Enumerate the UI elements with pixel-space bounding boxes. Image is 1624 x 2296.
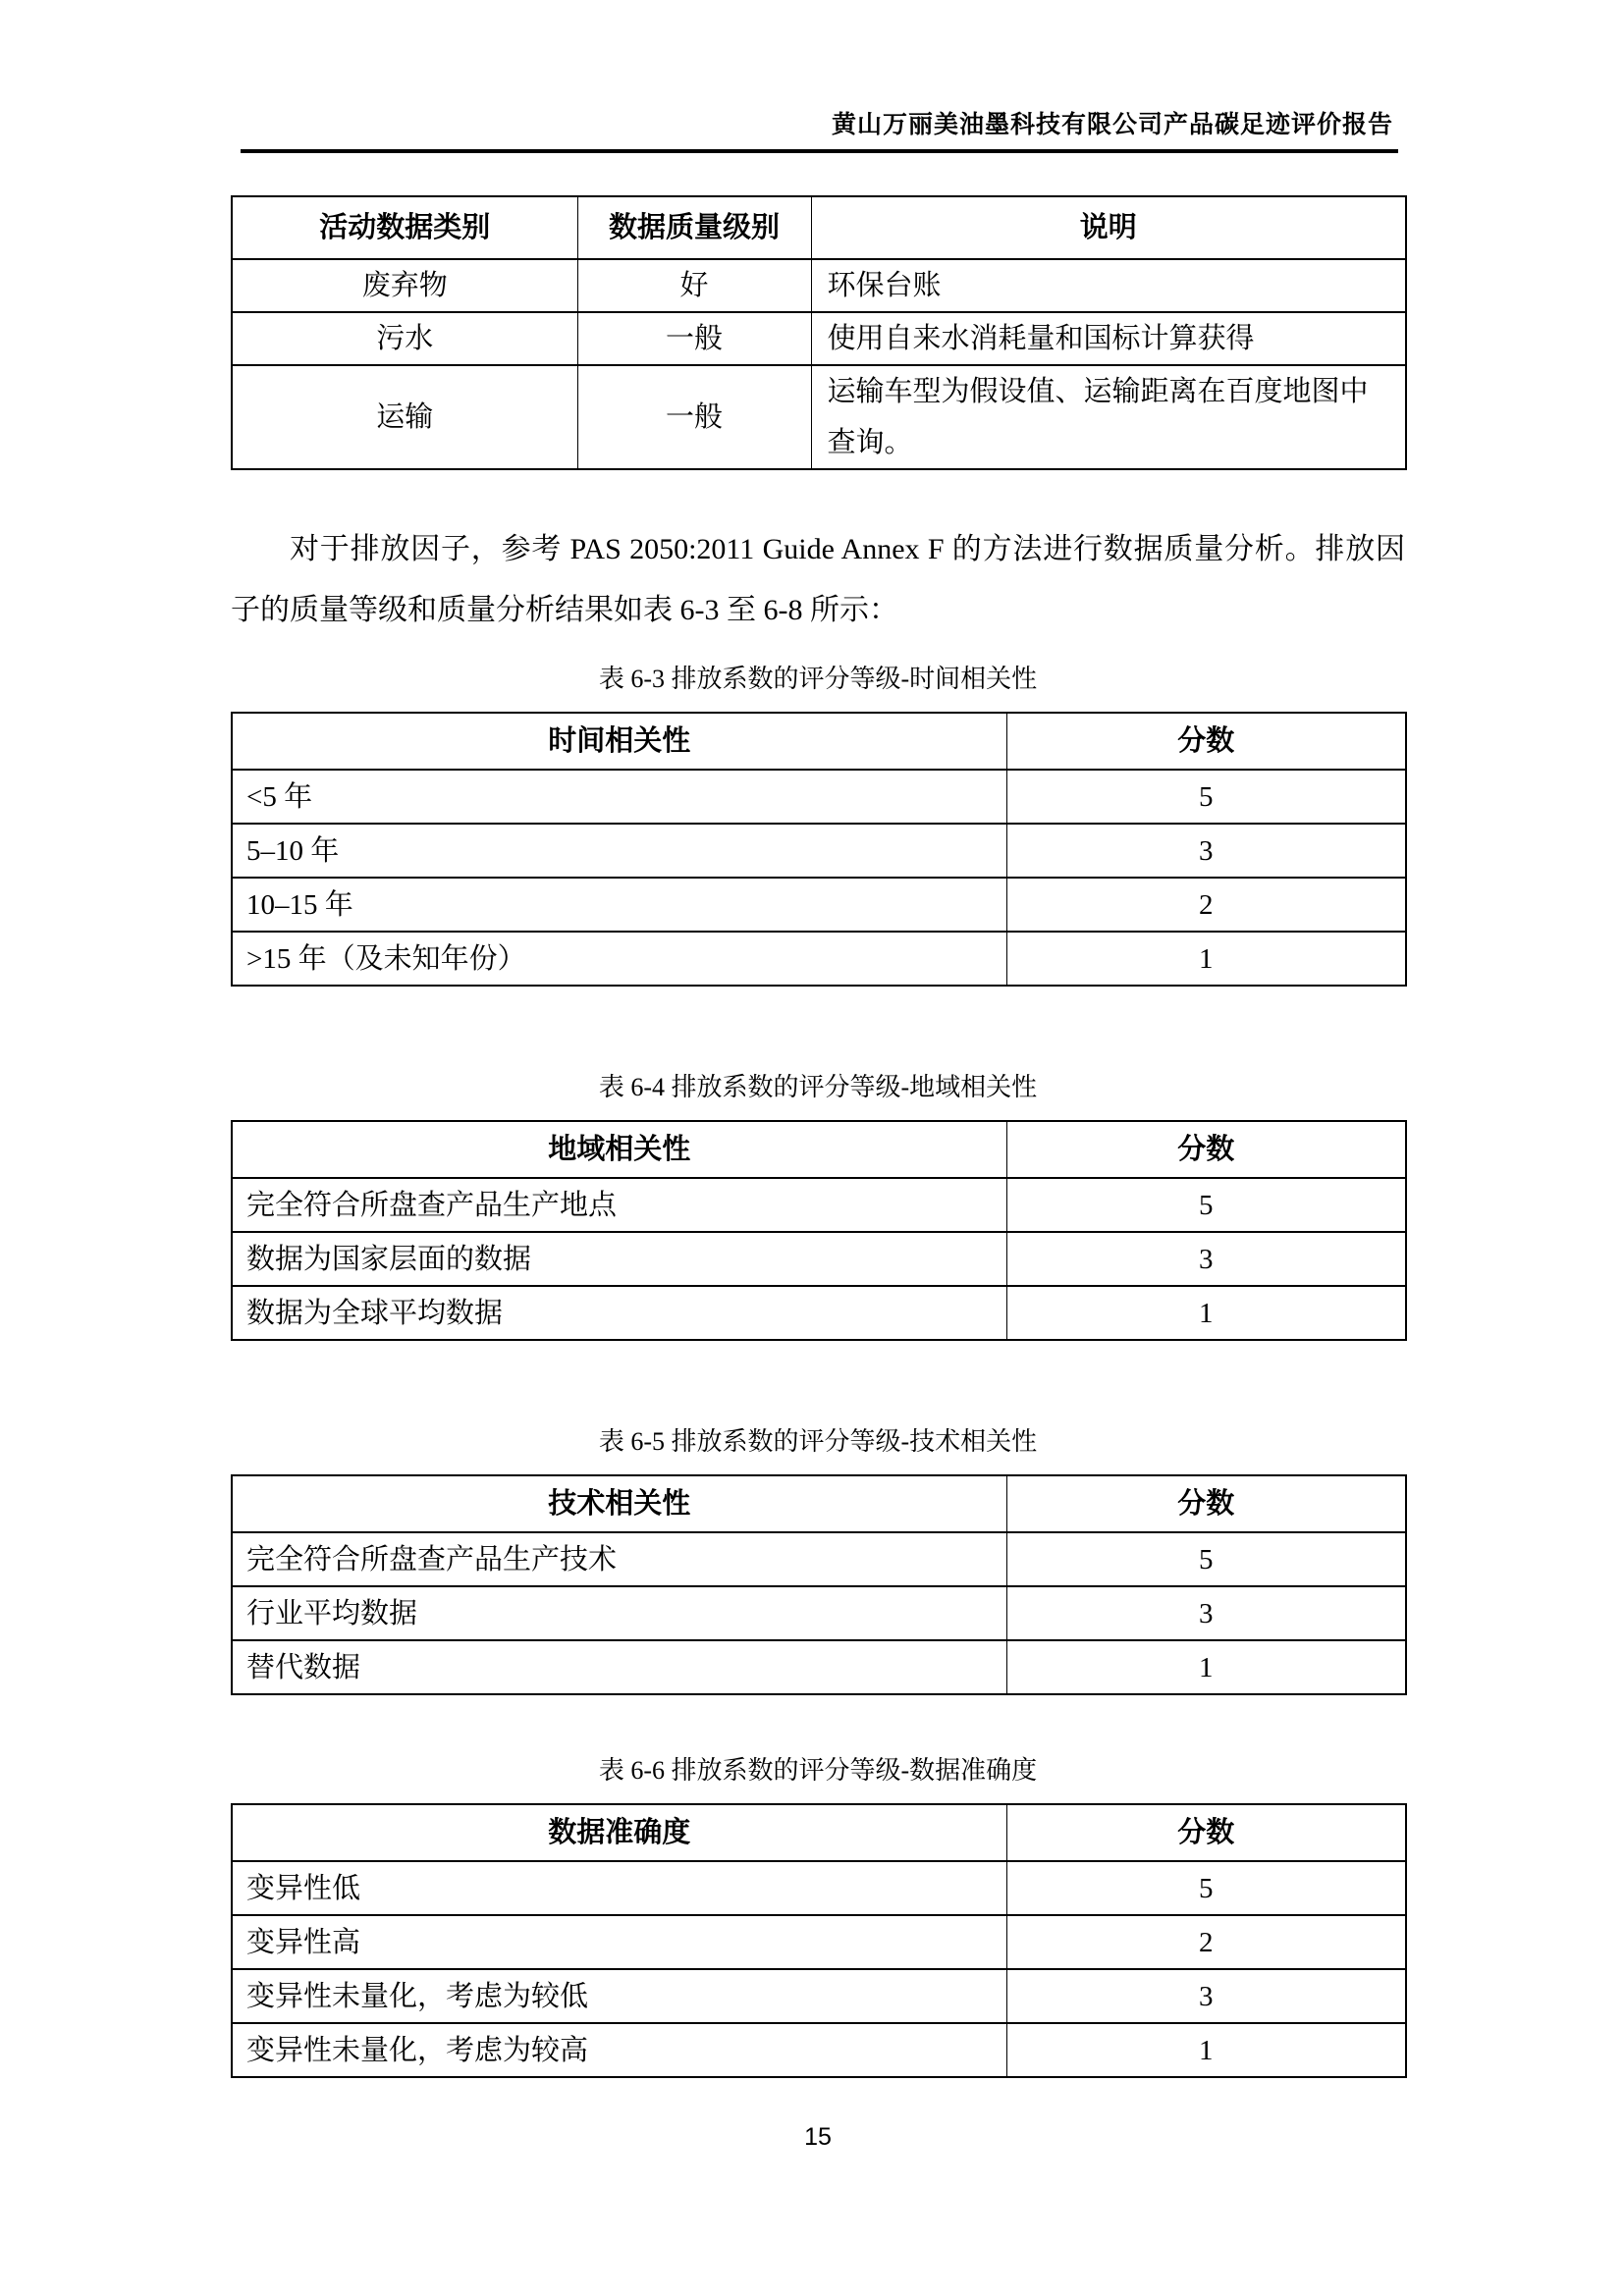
table-row [232,1915,1406,1969]
header-cell-score: 分数 [1006,1121,1406,1178]
score-table-data-accuracy [231,1803,1407,2078]
cell-note: 运输车型为假设值、运输距离在百度地图中查询。 [811,365,1406,469]
cell-score: 1 [1006,932,1406,986]
header-cell-score: 分数 [1006,1804,1406,1861]
table-row [232,1178,1406,1232]
cell-score: 5 [1006,770,1406,824]
cell-criterion: 5–10 年 [232,824,1006,878]
activity-data-quality-table [231,195,1407,470]
header-cell-criterion: 技术相关性 [232,1475,1006,1532]
header-cell-criterion: 地域相关性 [232,1121,1006,1178]
table-row [232,365,1406,469]
cell-criterion: 数据为国家层面的数据 [232,1232,1006,1286]
table-caption-6-5: 表 6-5 排放系数的评分等级-技术相关性 [598,1427,1038,1456]
cell-criterion: 完全符合所盘查产品生产技术 [232,1532,1006,1586]
cell-criterion: 替代数据 [232,1640,1006,1694]
table-caption-6-4: 表 6-4 排放系数的评分等级-地域相关性 [598,1073,1038,1101]
cell-category: 污水 [232,312,577,365]
cell-note: 使用自来水消耗量和国标计算获得 [811,312,1406,365]
table-row [232,1640,1406,1694]
table-row [232,878,1406,932]
cell-score: 5 [1006,1178,1406,1232]
table-row [232,312,1406,365]
cell-criterion: 变异性未量化，考虑为较低 [232,1969,1006,2023]
cell-criterion: 完全符合所盘查产品生产地点 [232,1178,1006,1232]
page-number: 15 [804,2123,832,2151]
page-content [231,0,1405,2152]
header-cell-note: 说明 [811,196,1406,259]
cell-score: 5 [1006,1532,1406,1586]
table-row [232,1586,1406,1640]
cell-criterion: 10–15 年 [232,878,1006,932]
cell-criterion: 变异性未量化，考虑为较高 [232,2023,1006,2077]
cell-category: 废弃物 [232,259,577,312]
cell-score: 3 [1006,824,1406,878]
header-cell-criterion: 时间相关性 [232,713,1006,770]
header-divider [241,149,1398,153]
cell-score: 2 [1006,1915,1406,1969]
header-cell-criterion: 数据准确度 [232,1804,1006,1861]
cell-level: 一般 [577,365,811,469]
table-caption-6-3: 表 6-3 排放系数的评分等级-时间相关性 [598,665,1038,693]
table-row [232,1232,1406,1286]
cell-score: 3 [1006,1969,1406,2023]
score-table-time-relevance [231,712,1407,987]
header-cell-score: 分数 [1006,713,1406,770]
page-header [231,0,1405,153]
cell-note: 环保台账 [811,259,1406,312]
cell-score: 1 [1006,2023,1406,2077]
score-table-technology-relevance [231,1474,1407,1695]
score-table-geographic-relevance [231,1120,1407,1341]
cell-criterion: 变异性低 [232,1861,1006,1915]
cell-score: 5 [1006,1861,1406,1915]
cell-category: 运输 [232,365,577,469]
table-header-row [232,1475,1406,1532]
table-header-row [232,713,1406,770]
body-paragraph: 对于排放因子，参考 PAS 2050:2011 Guide Annex F 的方法进行数据质量分析。排放因子的质量等级和质量分析结果如表 6-3 至 6-8 所示： [231,533,1405,626]
cell-score: 3 [1006,1586,1406,1640]
table-row [232,1969,1406,2023]
table-header-row [232,196,1406,259]
table-row [232,770,1406,824]
table-row [232,2023,1406,2077]
table-header-row [232,1121,1406,1178]
cell-criterion: 行业平均数据 [232,1586,1006,1640]
cell-score: 2 [1006,878,1406,932]
table-caption-6-6: 表 6-6 排放系数的评分等级-数据准确度 [598,1756,1038,1785]
table-row [232,932,1406,986]
table-row [232,824,1406,878]
cell-criterion: >15 年（及未知年份） [232,932,1006,986]
header-cell-activity-category: 活动数据类别 [232,196,577,259]
report-header-title: 黄山万丽美油墨科技有限公司产品碳足迹评价报告 [831,112,1393,138]
table-row [232,1286,1406,1340]
cell-score: 1 [1006,1640,1406,1694]
cell-criterion: <5 年 [232,770,1006,824]
cell-score: 1 [1006,1286,1406,1340]
table-row [232,259,1406,312]
cell-criterion: 变异性高 [232,1915,1006,1969]
cell-level: 好 [577,259,811,312]
table-row [232,1532,1406,1586]
cell-criterion: 数据为全球平均数据 [232,1286,1006,1340]
table-header-row [232,1804,1406,1861]
header-cell-score: 分数 [1006,1475,1406,1532]
cell-score: 3 [1006,1232,1406,1286]
header-cell-quality-level: 数据质量级别 [577,196,811,259]
cell-level: 一般 [577,312,811,365]
table-row [232,1861,1406,1915]
